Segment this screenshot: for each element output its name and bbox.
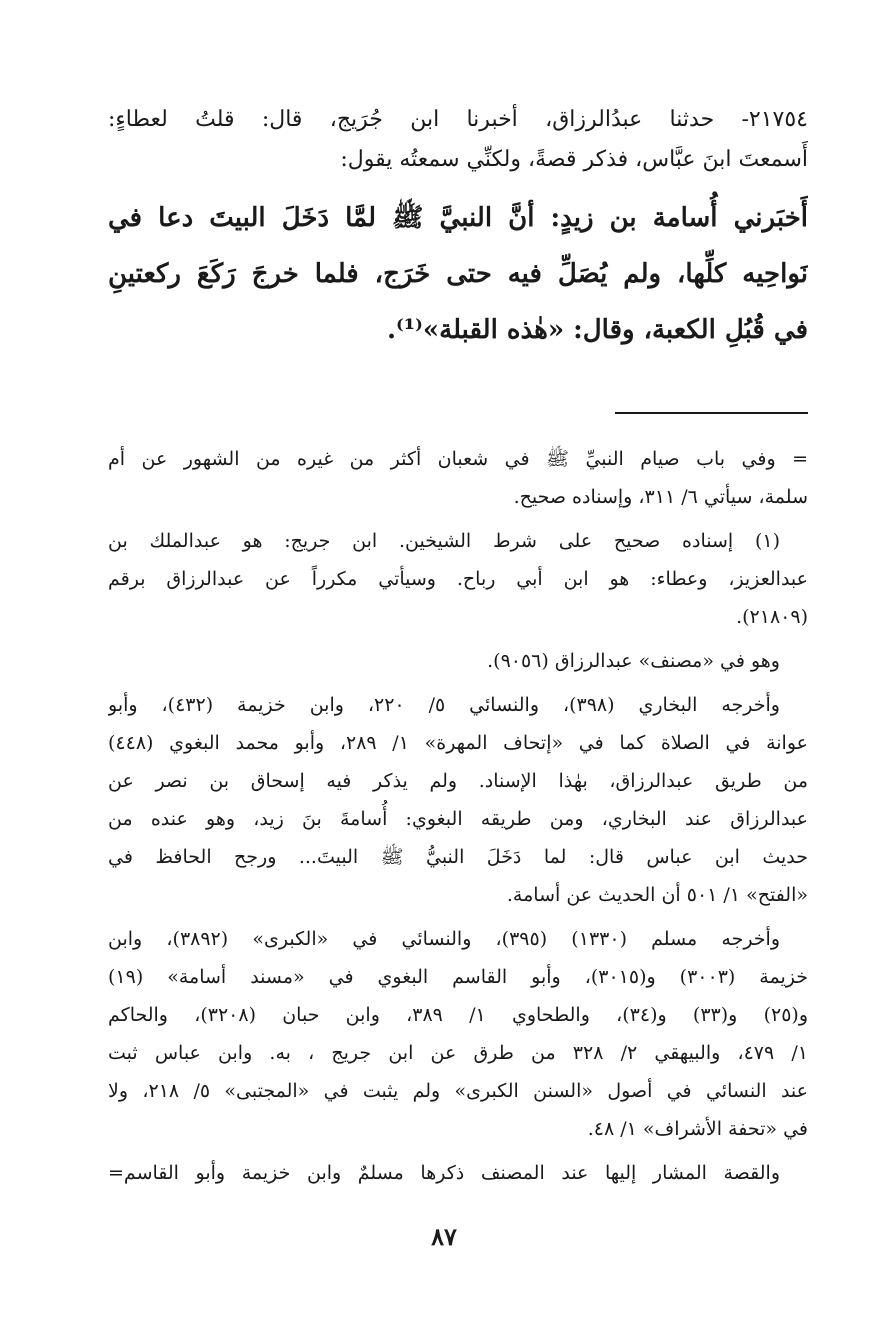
text-line: نَواحِيه كلِّها، ولم يُصَلِّ فيه حتى خَرَج، فلما خرجَ رَكَعَ ركعتينِ [108,259,808,289]
footnote-line: و(٢٥) و(٣٣) و(٣٤)، والطحاوي ١/ ٣٨٩، وابن حبان (٣٢٠٨)، والحاكم [108,1004,808,1026]
footnotes [108,440,808,1192]
footnote-line: = وفي باب صيام النبيِّ ﷺ في شعبان أكثر من غيره من الشهور عن أم [108,448,808,470]
text-line: في قُبُلِ الكعبة، وقال: «هٰذه القبلة»⁽¹⁾. [386,315,808,345]
footnote-paragraph [108,1154,808,1192]
footnote-line: وهو في «مصنف» عبدالرزاق (٩٠٥٦). [487,650,780,672]
footnote-paragraph [108,642,808,680]
footnote-line: وأخرجه مسلم (١٣٣٠) (٣٩٥)، والنسائي في «الكبرى» (٣٨٩٢)، وابن [108,928,781,950]
footnote-paragraph [108,522,808,636]
text-line: ٢١٧٥٤- حدثنا عبدُالرزاق، أخبرنا ابن جُرَيج، قال: قلتُ لعطاءٍ: [108,107,808,132]
text-line: أَخبَرني أُسامة بن زيدٍ: أنَّ النبيَّ ﷺ لمَّا دَخَلَ البيتَ دعا في [108,203,808,233]
footnote-line: من طريق عبدالرزاق، بهٰذا الإسناد. ولم يذكر فيه إسحاق بن نصر عن [108,770,808,792]
footnote-line: عبدالعزيز، وعطاء: هو ابن أبي رباح. وسيأتي مكرراً عن عبدالرزاق برقم [108,568,808,590]
footnote-line: في «تحفة الأشراف» ١/ ٤٨. [587,1118,808,1140]
text-line: أَسمعتَ ابنَ عبَّاس، فذكر قصةً، ولكنِّي سمعتُه يقول: [340,147,808,172]
footnote-separator [615,412,808,414]
hadith-isnad [108,100,808,180]
footnote-line: سلمة، سيأتي ٦/ ٣١١، وإسناده صحيح. [513,486,808,508]
footnote-line: وأخرجه البخاري (٣٩٨)، والنسائي ٥/ ٢٢٠، وابن خزيمة (٤٣٢)، وأبو [108,694,780,716]
footnote-line: ١/ ٤٧٩، والبيهقي ٢/ ٣٢٨ من طرق عن ابن جريج ، به. وابن عباس ثبت [108,1042,808,1064]
hadith-matn [108,190,808,358]
footnote-paragraph [108,440,808,516]
footnote-line: عبدالرزاق عند البخاري، ومن طريقه البغوي: أُسامةَ بنَ زيد، وهو عنده من [108,808,808,830]
footnote-line: والقصة المشار إليها عند المصنف ذكرها مسلمٌ وابن خزيمة وأبو القاسم= [108,1162,780,1184]
footnote-line: خزيمة (٣٠٠٣) و(٣٠١٥)، وأبو القاسم البغوي في «مسند أسامة» (١٩) [108,966,808,988]
footnote-line: عند النسائي في أصول «السنن الكبرى» ولم يثبت في «المجتبى» ٥/ ٢١٨، ولا [108,1080,808,1102]
footnote-line: عوانة في الصلاة كما في «إتحاف المهرة» ١/ ٢٨٩، وأبو محمد البغوي (٤٤٨) [108,732,808,754]
footnote-line: حديث ابن عباس قال: لما دَخَلَ النبيُّ ﷺ البيتَ... ورجح الحافظ في [108,846,808,868]
footnote-line: (١) إسناده صحيح على شرط الشيخين. ابن جريج: هو عبدالملك بن [108,530,780,552]
footnote-line: (٢١٨٠٩). [736,606,808,628]
footnote-paragraph [108,686,808,914]
footnote-line: «الفتح» ١/ ٥٠١ أن الحديث عن أسامة. [506,884,808,906]
footnote-paragraph [108,920,808,1148]
main-text [108,100,808,358]
page-number: ٨٧ [431,1222,457,1251]
